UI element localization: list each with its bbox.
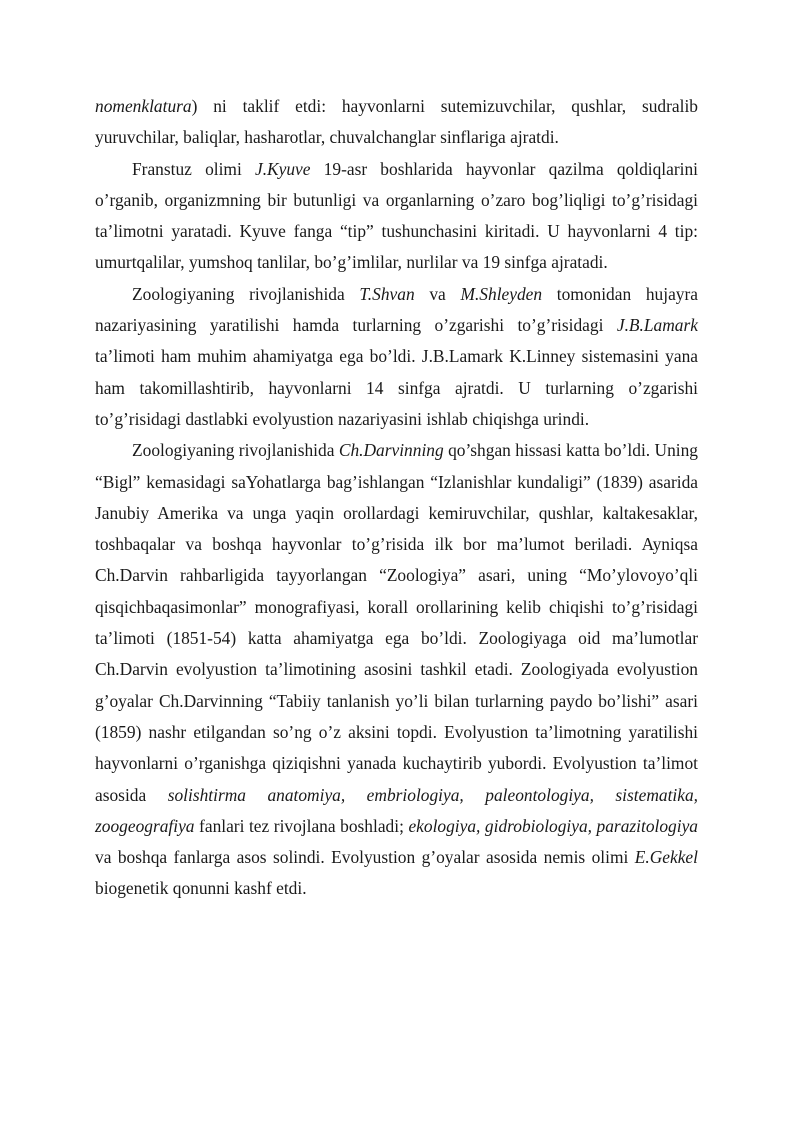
text-run: Ch.Darvinning: [338, 440, 444, 461]
text-run: tomonidan hujayra nazariyasining yaratilishi hamda turlarning o’zgarishi to’g’risidagi: [95, 283, 698, 336]
text-run: fanlari tez rivojlana boshladi;: [194, 815, 409, 836]
paragraph-1: [95, 91, 698, 154]
text-run: E.Gekkel: [634, 847, 698, 868]
text-run: nomenklatura: [95, 96, 192, 116]
text-run: 19-asr boshlarida hayvonlar qazilma qoldiqlarini o’rganib, organizmning bir butunligi va organlarning o’zaro bog’liqligi to’g’risidagi ta’limotni yaratadi. Kyuve fanga “tip” tushunchasini kiritadi. U hayvonlarni 4 tip: umurtqalilar, yumshoq tanlilar, bo’g’imlilar, nurlilar va 19 sinfga ajratadi.: [95, 158, 698, 273]
text-run: J.Kyuve: [254, 158, 311, 179]
text-run: Zoologiyaning rivojlanishida: [132, 283, 360, 304]
text-run: solishtirma anatomiya, embriologiya, paleontologiya, sistematika, zoogeografiya: [95, 784, 698, 836]
paragraph-3: [95, 279, 698, 435]
text-run: Franstuz olimi: [132, 158, 255, 179]
text-run: ekologiya, gidrobiologiya, parazitologiya: [408, 815, 698, 836]
paragraph-4: [95, 435, 698, 904]
text-run: va: [414, 283, 461, 304]
document-page: [95, 91, 698, 905]
paragraph-2: [95, 154, 698, 279]
text-run: Zoologiyaning rivojlanishida: [132, 440, 339, 461]
text-run: T.Shvan: [359, 283, 415, 304]
text-run: M.Shleyden: [460, 283, 543, 304]
text-run: biogenetik qonunni kashf etdi.: [95, 878, 307, 899]
text-run: va boshqa fanlarga asos solindi. Evolyustion g’oyalar asosida nemis olimi: [95, 847, 635, 868]
text-run: qo’shgan hissasi katta bo’ldi. Uning “Bigl” kemasidagi saYohatlarga bag’ishlangan “Izlanishlar kundaligi” (1839) asarida Janubiy Amerika va unga yaqin orollardagi kemiruvchilar, qushlar, kaltakesaklar, toshbaqalar va boshqa hayvonlar to’g’risida ilk bor ma’lumot beriladi. Ayniqsa Ch.Darvin rahbarligida tayyorlangan “Zoologiya” asari, uning “Mo’ylovoyo’qli qisqichbaqasimonlar” monografiyasi, korall orollarining kelib chiqishi to’g’risidagi ta’limoti (1851-54) katta ahamiyatga ega bo’ldi. Zoologiyaga oid ma’lumotlar Ch.Darvin evolyustion ta’limotining asosini tashkil etadi. Zoologiyada evolyustion g’oyalar Ch.Darvinning “Tabiiy tanlanish yo’li bilan turlarning paydo bo’lishi” asari (1859) nashr etilgandan so’ng o’z aksini topdi. Evolyustion ta’limotning yaratilishi hayvonlarni o’rganishga qiziqishni yanada kuchaytirib yubordi. Evolyustion ta’limot asosida: [95, 440, 699, 805]
text-run: ) ni taklif etdi: hayvonlarni sutemizuvchilar, qushlar, sudralib yuruvchilar, baliqlar, hasharotlar, chuvalchanglar sinflariga ajratdi.: [95, 96, 698, 148]
text-run: ta’limoti ham muhim ahamiyatga ega bo’ldi. J.B.Lamark K.Linney sistemasini yana ham takomillashtirib, hayvonlarni 14 sinfga ajratdi. U turlarning o’zgarishi to’g’risidagi dastlabki evolyustion nazariyasini ishlab chiqishga urindi.: [95, 346, 698, 429]
text-run: J.B.Lamark: [616, 315, 698, 336]
